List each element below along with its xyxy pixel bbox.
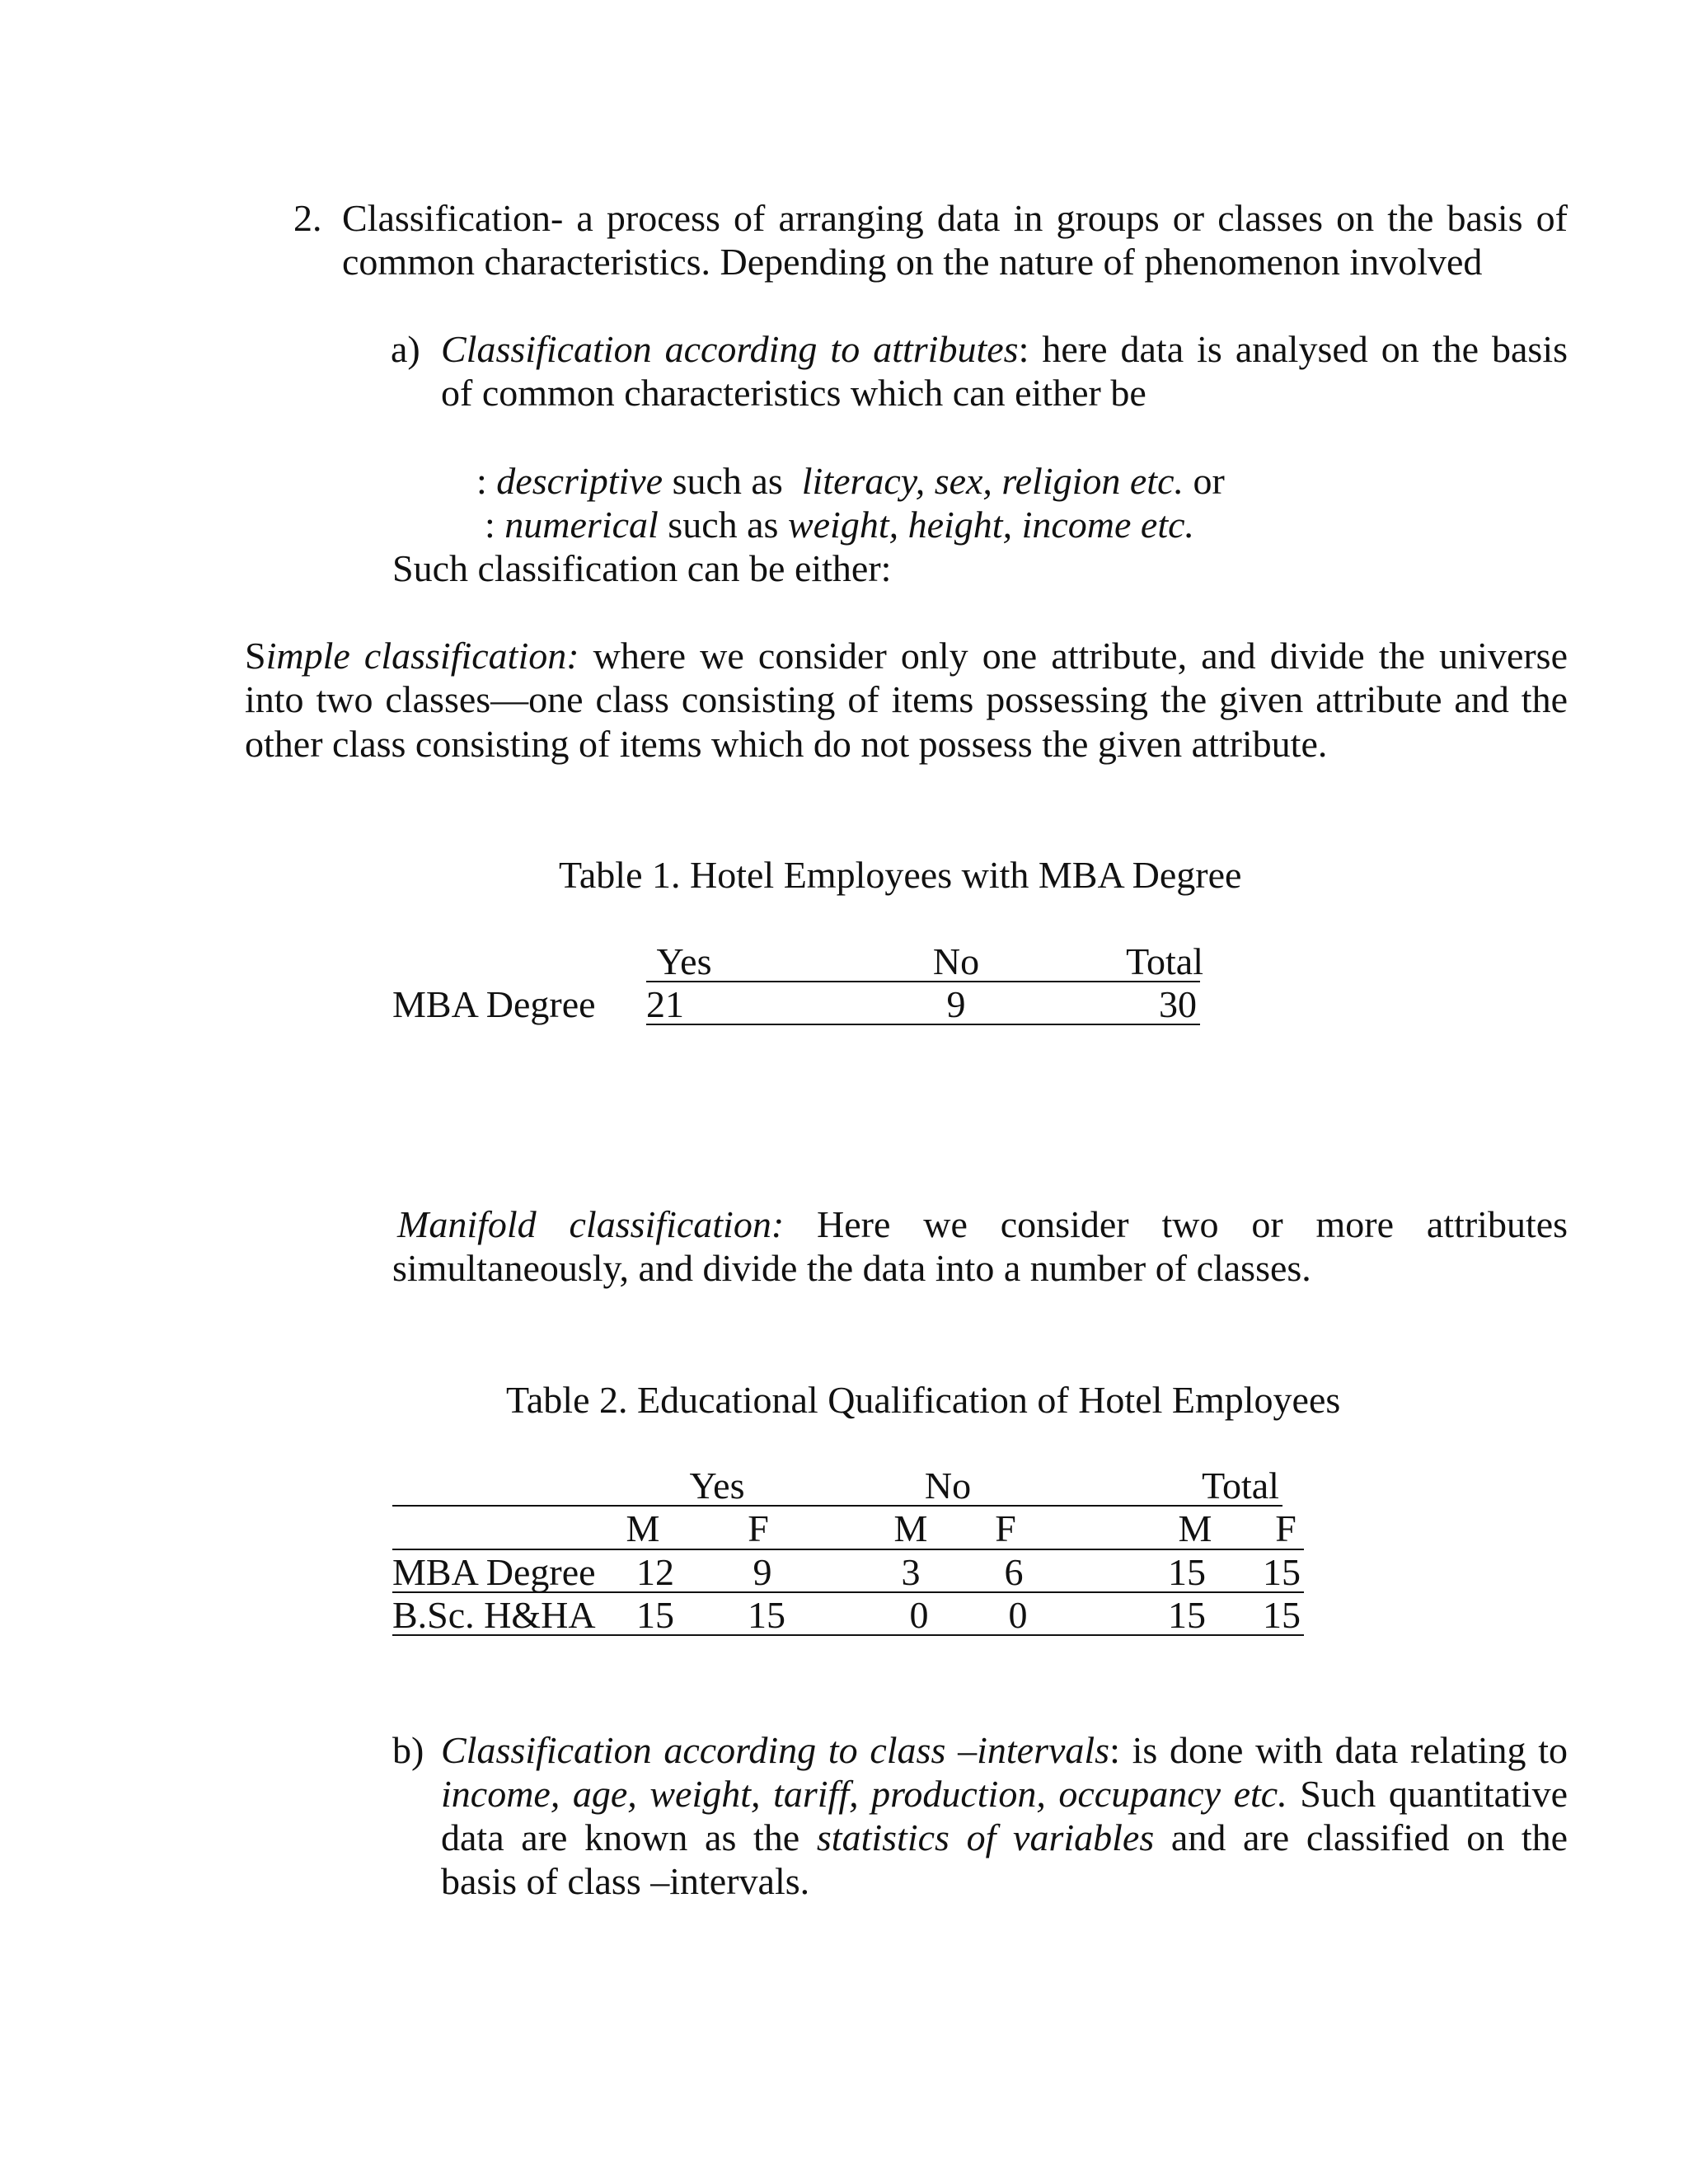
- table-cell: 15: [1168, 1594, 1206, 1636]
- text: such as: [658, 504, 788, 546]
- column-header: Yes: [656, 940, 712, 982]
- text: the: [753, 1816, 800, 1858]
- table-cell: 9: [753, 1551, 772, 1593]
- subheader: F: [1275, 1507, 1296, 1549]
- table-cell: 6: [1004, 1551, 1024, 1593]
- text: : here data is analysed on the basis: [1018, 328, 1568, 370]
- attribute-numerical: [485, 503, 1194, 547]
- paragraph-line: [441, 1772, 1568, 1816]
- paragraph-line: Such classification can be either:: [392, 547, 892, 589]
- text: on: [1466, 1816, 1505, 1858]
- text: : is done with data relating to: [1109, 1729, 1568, 1771]
- text: two: [1161, 1203, 1219, 1245]
- text: or: [1184, 460, 1225, 502]
- text: S: [245, 635, 266, 677]
- group-header: Yes: [689, 1465, 745, 1507]
- text: more: [1315, 1203, 1395, 1245]
- table-cell: 12: [636, 1551, 674, 1593]
- subheader: M: [1178, 1507, 1212, 1549]
- term: statistics of variables: [816, 1816, 1155, 1858]
- table-cell: 0: [1008, 1594, 1028, 1636]
- subheader: M: [626, 1507, 660, 1549]
- text: are: [1243, 1816, 1290, 1858]
- examples: income, age, weight, tariff, production, occupancy etc.: [441, 1773, 1287, 1815]
- text: :: [485, 504, 505, 546]
- table-cell: 21: [646, 983, 684, 1025]
- table-cell: 3: [901, 1551, 921, 1593]
- item-marker: b): [392, 1729, 424, 1771]
- text: are: [521, 1816, 568, 1858]
- term: Classification according to attributes: [441, 328, 1019, 370]
- term: numerical: [504, 504, 659, 546]
- table-caption: Table 1. Hotel Employees with MBA Degree: [559, 854, 1242, 896]
- paragraph-line: Classification- a process of arranging data in groups or classes on the basis of: [342, 197, 1568, 239]
- term: Classification according to class –intervals: [441, 1729, 1110, 1771]
- paragraph-line: of common characteristics which can either be: [441, 372, 1146, 414]
- item-marker: a): [391, 328, 420, 370]
- group-header: No: [924, 1465, 972, 1507]
- text: we: [923, 1203, 968, 1245]
- text: data: [441, 1816, 504, 1858]
- table-cell: 15: [1263, 1551, 1301, 1593]
- table-caption: Table 2. Educational Qualification of Hotel Employees: [506, 1379, 1341, 1421]
- table-cell: 15: [636, 1594, 674, 1636]
- table-cell: 15: [1263, 1594, 1301, 1636]
- paragraph-line: common characteristics. Depending on the nature of phenomenon involved: [342, 241, 1483, 283]
- subheader: F: [995, 1507, 1016, 1549]
- subheader: M: [893, 1507, 928, 1549]
- table-cell: 15: [748, 1594, 785, 1636]
- paragraph-line: [441, 327, 1568, 372]
- attribute-descriptive: [476, 459, 1225, 504]
- row-label: MBA Degree: [392, 983, 596, 1025]
- examples: weight, height, income etc.: [787, 504, 1195, 546]
- text: as: [705, 1816, 737, 1858]
- table-cell: 9: [946, 983, 966, 1025]
- table-cell: 15: [1168, 1551, 1206, 1593]
- paragraph-line: [441, 1728, 1568, 1773]
- term: imple classification:: [265, 635, 579, 677]
- row-label: MBA Degree: [392, 1551, 596, 1593]
- text: attributes: [1426, 1203, 1568, 1245]
- text: classified: [1306, 1816, 1450, 1858]
- paragraph-line: [441, 1816, 1568, 1860]
- column-header: No: [932, 940, 980, 982]
- text: Such quantitative: [1287, 1773, 1568, 1815]
- table-cell: 0: [909, 1594, 929, 1636]
- group-header: Total: [1202, 1465, 1279, 1507]
- text: Here: [817, 1203, 891, 1245]
- examples: literacy, sex, religion etc.: [801, 460, 1184, 502]
- term: descriptive: [496, 460, 663, 502]
- paragraph-line: [397, 1202, 1568, 1247]
- table-rule: [392, 1634, 1304, 1636]
- text: and: [1170, 1816, 1226, 1858]
- text: known: [584, 1816, 688, 1858]
- paragraph-line: basis of class –intervals.: [441, 1860, 810, 1902]
- text: or: [1251, 1203, 1283, 1245]
- text: consider: [1000, 1203, 1129, 1245]
- paragraph-line: [245, 634, 1568, 678]
- column-header: Total: [1126, 940, 1203, 982]
- text: such as: [663, 460, 802, 502]
- subheader: F: [748, 1507, 769, 1549]
- row-label: B.Sc. H&HA: [392, 1594, 596, 1636]
- table-rule: [392, 1505, 1282, 1507]
- table-cell: 30: [1159, 983, 1197, 1025]
- paragraph-line: into two classes—one class consisting of items possessing the given attribute and the: [245, 678, 1568, 720]
- item-number: 2.: [293, 197, 322, 239]
- text: :: [476, 460, 497, 502]
- text: where we consider only one attribute, and divide the universe: [579, 635, 1568, 677]
- paragraph-line: simultaneously, and divide the data into a number of classes.: [392, 1247, 1311, 1289]
- table-rule: [646, 1024, 1200, 1025]
- text: the: [1521, 1816, 1568, 1858]
- term: Manifold classification:: [397, 1203, 785, 1245]
- paragraph-line: other class consisting of items which do not possess the given attribute.: [245, 723, 1328, 765]
